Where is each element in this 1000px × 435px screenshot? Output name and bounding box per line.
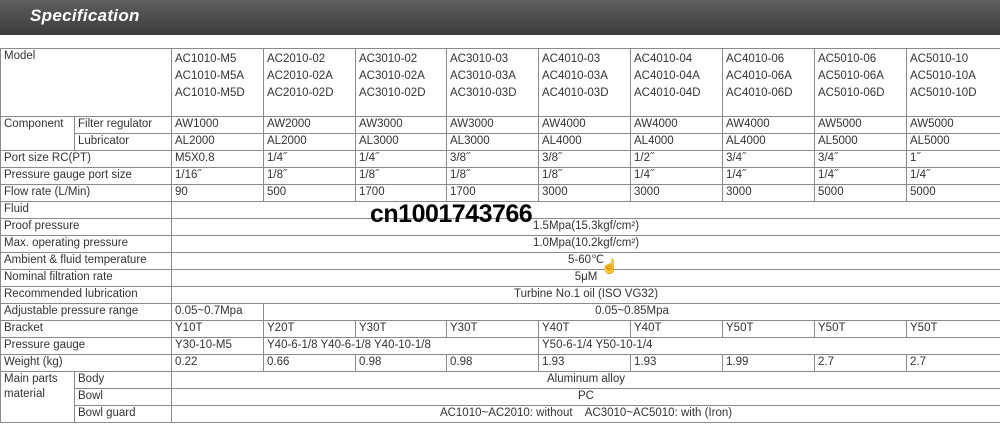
row-label-fluid: Fluid	[1, 202, 172, 219]
body-row	[1, 372, 1000, 389]
pressure-gauge-row	[1, 338, 1000, 355]
table-cell: 1˝	[907, 151, 1000, 168]
table-cell: 5000	[907, 185, 1000, 202]
flow-rate-row	[1, 185, 1000, 202]
hand-cursor-icon: ☝	[601, 258, 619, 274]
table-cell: 1/4˝	[907, 168, 1000, 185]
table-cell: 3000	[539, 185, 631, 202]
row-label-lubrication: Recommended lubrication	[1, 287, 172, 304]
model-cell-1: AC1010-M5 AC1010-M5A AC1010-M5D	[172, 49, 264, 117]
row-label-body: Body	[75, 372, 172, 389]
row-label-proof-pressure: Proof pressure	[1, 219, 172, 236]
table-cell: 1/2˝	[631, 151, 723, 168]
pressure-gauge-mid: Y40-6-1/8 Y40-6-1/8 Y40-10-1/8	[264, 338, 539, 355]
table-cell: AW4000	[539, 117, 631, 134]
row-label-temperature: Ambient & fluid temperature	[1, 253, 172, 270]
lubrication-row	[1, 287, 1000, 304]
model-cell-8: AC5010-06 AC5010-06A AC5010-06D	[815, 49, 907, 117]
table-cell: 3/4˝	[815, 151, 907, 168]
model-cell-9: AC5010-10 AC5010-10A AC5010-10D	[907, 49, 1000, 117]
table-cell: AL5000	[815, 134, 907, 151]
row-label-filtration: Nominal filtration rate	[1, 270, 172, 287]
table-cell: 1/8˝	[447, 168, 539, 185]
table-cell: 5000	[815, 185, 907, 202]
table-cell: Y20T	[264, 321, 356, 338]
table-cell: Y50T	[907, 321, 1000, 338]
body-value: Aluminum alloy	[172, 372, 1000, 389]
table-cell: AL4000	[631, 134, 723, 151]
bowl-guard-value: AC1010~AC2010: without AC3010~AC5010: with (Iron)	[172, 406, 1000, 423]
table-cell: AL3000	[356, 134, 447, 151]
table-cell: 0.98	[447, 355, 539, 372]
table-cell: AL2000	[264, 134, 356, 151]
table-cell: AL4000	[539, 134, 631, 151]
table-cell: 1700	[356, 185, 447, 202]
material-label: material	[4, 388, 45, 400]
temperature-value: 5-60℃	[172, 253, 1000, 270]
row-label-filter-regulator: Filter regulator	[75, 117, 172, 134]
table-cell: 1/4˝	[356, 151, 447, 168]
pressure-gauge-first: Y30-10-M5	[172, 338, 264, 355]
row-label-bowl: Bowl	[75, 389, 172, 406]
row-label-bracket: Bracket	[1, 321, 172, 338]
table-cell: 1/16˝	[172, 168, 264, 185]
table-cell: AW3000	[356, 117, 447, 134]
row-label-main-parts	[1, 372, 75, 423]
table-cell: AL4000	[723, 134, 815, 151]
table-cell: 1/4˝	[631, 168, 723, 185]
table-cell: AL5000	[907, 134, 1000, 151]
temperature-row	[1, 253, 1000, 270]
port-size-row	[1, 151, 1000, 168]
lubrication-value: Turbine No.1 oil (ISO VG32)	[172, 287, 1000, 304]
table-cell: Y50T	[723, 321, 815, 338]
table-cell: 3000	[723, 185, 815, 202]
table-cell: Y30T	[447, 321, 539, 338]
table-cell: Y30T	[356, 321, 447, 338]
bowl-row	[1, 389, 1000, 406]
lubricator-row	[1, 134, 1000, 151]
table-cell: 3/8˝	[447, 151, 539, 168]
filtration-row	[1, 270, 1000, 287]
gauge-port-row	[1, 168, 1000, 185]
table-cell: 0.66	[264, 355, 356, 372]
table-cell: 3000	[631, 185, 723, 202]
row-label-bowl-guard: Bowl guard	[75, 406, 172, 423]
table-cell: 500	[264, 185, 356, 202]
table-cell: 1/8˝	[356, 168, 447, 185]
table-cell: 1.93	[631, 355, 723, 372]
table-cell: AW2000	[264, 117, 356, 134]
table-cell: 2.7	[907, 355, 1000, 372]
table-cell: 3/8˝	[539, 151, 631, 168]
table-cell: AL2000	[172, 134, 264, 151]
table-cell: M5X0.8	[172, 151, 264, 168]
filter-regulator-row	[1, 117, 1000, 134]
table-cell: 1.99	[723, 355, 815, 372]
pressure-gauge-end: Y50-6-1/4 Y50-10-1/4	[539, 338, 1000, 355]
banner-title: Specification	[30, 6, 140, 25]
bowl-value: PC	[172, 389, 1000, 406]
row-label-gauge-port: Pressure gauge port size	[1, 168, 172, 185]
row-label-max-pressure: Max. operating pressure	[1, 236, 172, 253]
specification-banner	[0, 0, 1000, 35]
table-cell: 0.98	[356, 355, 447, 372]
row-label-component: Component	[1, 117, 75, 151]
proof-pressure-value: 1.5Mpa(15.3kgf/cm²)	[172, 219, 1000, 236]
model-cell-6: AC4010-04 AC4010-04A AC4010-04D	[631, 49, 723, 117]
row-label-model: Model	[1, 49, 172, 117]
table-cell: 0.22	[172, 355, 264, 372]
row-label-adjustable-pressure: Adjustable pressure range	[1, 304, 172, 321]
table-cell: 2.7	[815, 355, 907, 372]
table-cell: AW4000	[631, 117, 723, 134]
table-cell: AW3000	[447, 117, 539, 134]
model-cell-5: AC4010-03 AC4010-03A AC4010-03D	[539, 49, 631, 117]
table-cell: 1/4˝	[723, 168, 815, 185]
max-pressure-value: 1.0Mpa(10.2kgf/cm²)	[172, 236, 1000, 253]
table-cell: 1.93	[539, 355, 631, 372]
model-cell-7: AC4010-06 AC4010-06A AC4010-06D	[723, 49, 815, 117]
fluid-value	[172, 202, 1000, 219]
max-pressure-row	[1, 236, 1000, 253]
table-cell: 1/4˝	[264, 151, 356, 168]
table-cell: 1/4˝	[815, 168, 907, 185]
row-label-weight: Weight (kg)	[1, 355, 172, 372]
bracket-row	[1, 321, 1000, 338]
adjustable-pressure-rest: 0.05~0.85Mpa	[264, 304, 1000, 321]
table-cell: 3/4˝	[723, 151, 815, 168]
weight-row	[1, 355, 1000, 372]
bowl-guard-row	[1, 406, 1000, 423]
model-cell-3: AC3010-02 AC3010-02A AC3010-02D	[356, 49, 447, 117]
table-cell: 90	[172, 185, 264, 202]
table-cell: Y50T	[815, 321, 907, 338]
row-label-flow-rate: Flow rate (L/Min)	[1, 185, 172, 202]
specification-table	[0, 48, 1000, 423]
table-cell: AW5000	[907, 117, 1000, 134]
table-cell: AW4000	[723, 117, 815, 134]
table-cell: AL3000	[447, 134, 539, 151]
table-cell: 1/8˝	[264, 168, 356, 185]
model-cell-4: AC3010-03 AC3010-03A AC3010-03D	[447, 49, 539, 117]
seller-watermark: cn1001743766	[370, 200, 533, 228]
table-cell: AW1000	[172, 117, 264, 134]
main-parts-label: Main parts	[4, 373, 58, 385]
table-cell: Y40T	[631, 321, 723, 338]
row-label-port-size: Port size RC(PT)	[1, 151, 172, 168]
model-row	[1, 49, 1000, 117]
adjustable-pressure-row	[1, 304, 1000, 321]
model-cell-2: AC2010-02 AC2010-02A AC2010-02D	[264, 49, 356, 117]
adjustable-pressure-first: 0.05~0.7Mpa	[172, 304, 264, 321]
row-label-pressure-gauge: Pressure gauge	[1, 338, 172, 355]
filtration-value: 5μM	[172, 270, 1000, 287]
table-cell: Y10T	[172, 321, 264, 338]
table-cell: Y40T	[539, 321, 631, 338]
table-cell: 1700	[447, 185, 539, 202]
table-cell: AW5000	[815, 117, 907, 134]
row-label-lubricator: Lubricator	[75, 134, 172, 151]
table-cell: 1/8˝	[539, 168, 631, 185]
